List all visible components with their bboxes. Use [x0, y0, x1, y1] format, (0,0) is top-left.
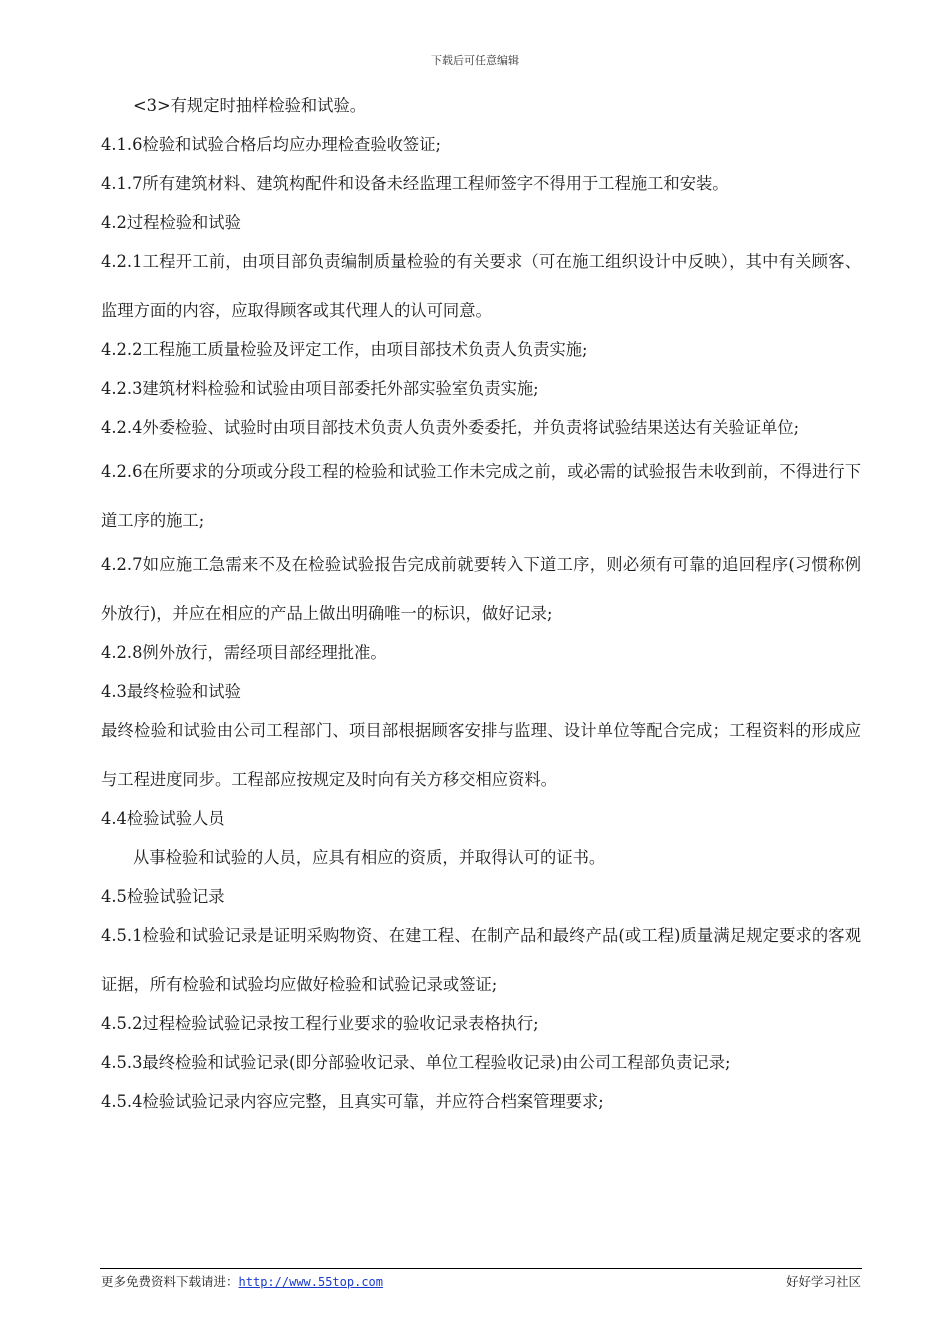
footer-right: 好好学习社区 — [785, 1274, 861, 1289]
paragraph: 4.2.8例外放行，需经项目部经理批准。 — [101, 643, 387, 662]
paragraph: 4.2.6在所要求的分项或分段工程的检验和试验工作未完成之前，或必需的试验报告未收到前，不得进行下道工序的施工; — [101, 462, 861, 530]
footer-link[interactable]: http://www.55top.com — [238, 1275, 384, 1289]
paragraph: 4.1.6检验和试验合格后均应办理检查验收签证; — [101, 135, 441, 154]
page-header: 下载后可任意编辑 — [431, 54, 519, 67]
paragraph: 4.5.2过程检验试验记录按工程行业要求的验收记录表格执行; — [101, 1014, 539, 1033]
section-heading: 4.4检验试验人员 — [101, 809, 225, 828]
page-footer — [101, 1272, 861, 1290]
paragraph: 4.1.7所有建筑材料、建筑构配件和设备未经监理工程师签字不得用于工程施工和安装。 — [101, 174, 729, 193]
paragraph: 4.5.4检验试验记录内容应完整，且真实可靠，并应符合档案管理要求; — [101, 1092, 604, 1111]
paragraph: 4.5.1检验和试验记录是证明采购物资、在建工程、在制产品和最终产品(或工程)质量满足规定要求的客观证据，所有检验和试验均应做好检验和试验记录或签证; — [101, 926, 861, 994]
footer-left — [101, 1272, 383, 1290]
paragraph: 最终检验和试验由公司工程部门、项目部根据顾客安排与监理、设计单位等配合完成；工程资料的形成应与工程进度同步。工程部应按规定及时向有关方移交相应资料。 — [101, 721, 861, 789]
paragraph: 4.2.2工程施工质量检验及评定工作，由项目部技术负责人负责实施; — [101, 340, 588, 359]
paragraph: 4.2.1工程开工前，由项目部负责编制质量检验的有关要求（可在施工组织设计中反映），其中有关顾客、监理方面的内容，应取得顾客或其代理人的认可同意。 — [101, 252, 861, 320]
footer-divider — [100, 1268, 862, 1269]
document-body — [101, 86, 861, 1121]
section-heading: 4.5检验试验记录 — [101, 887, 225, 906]
paragraph: 4.2.4外委检验、试验时由项目部技术负责人负责外委委托，并负责将试验结果送达有关验证单位; — [101, 418, 800, 437]
section-heading: 4.2过程检验和试验 — [101, 213, 241, 232]
footer-label: 更多免费资料下载请进： — [101, 1274, 239, 1289]
paragraph: 4.2.7如应施工急需来不及在检验试验报告完成前就要转入下道工序，则必须有可靠的追回程序(习惯称例外放行)，并应在相应的产品上做出明确唯一的标识，做好记录; — [101, 555, 861, 623]
paragraph: <3>有规定时抽样检验和试验。 — [133, 96, 367, 115]
paragraph: 4.5.3最终检验和试验记录(即分部验收记录、单位工程验收记录)由公司工程部负责记录; — [101, 1053, 731, 1072]
paragraph: 从事检验和试验的人员，应具有相应的资质，并取得认可的证书。 — [133, 848, 606, 867]
section-heading: 4.3最终检验和试验 — [101, 682, 241, 701]
paragraph: 4.2.3建筑材料检验和试验由项目部委托外部实验室负责实施; — [101, 379, 539, 398]
